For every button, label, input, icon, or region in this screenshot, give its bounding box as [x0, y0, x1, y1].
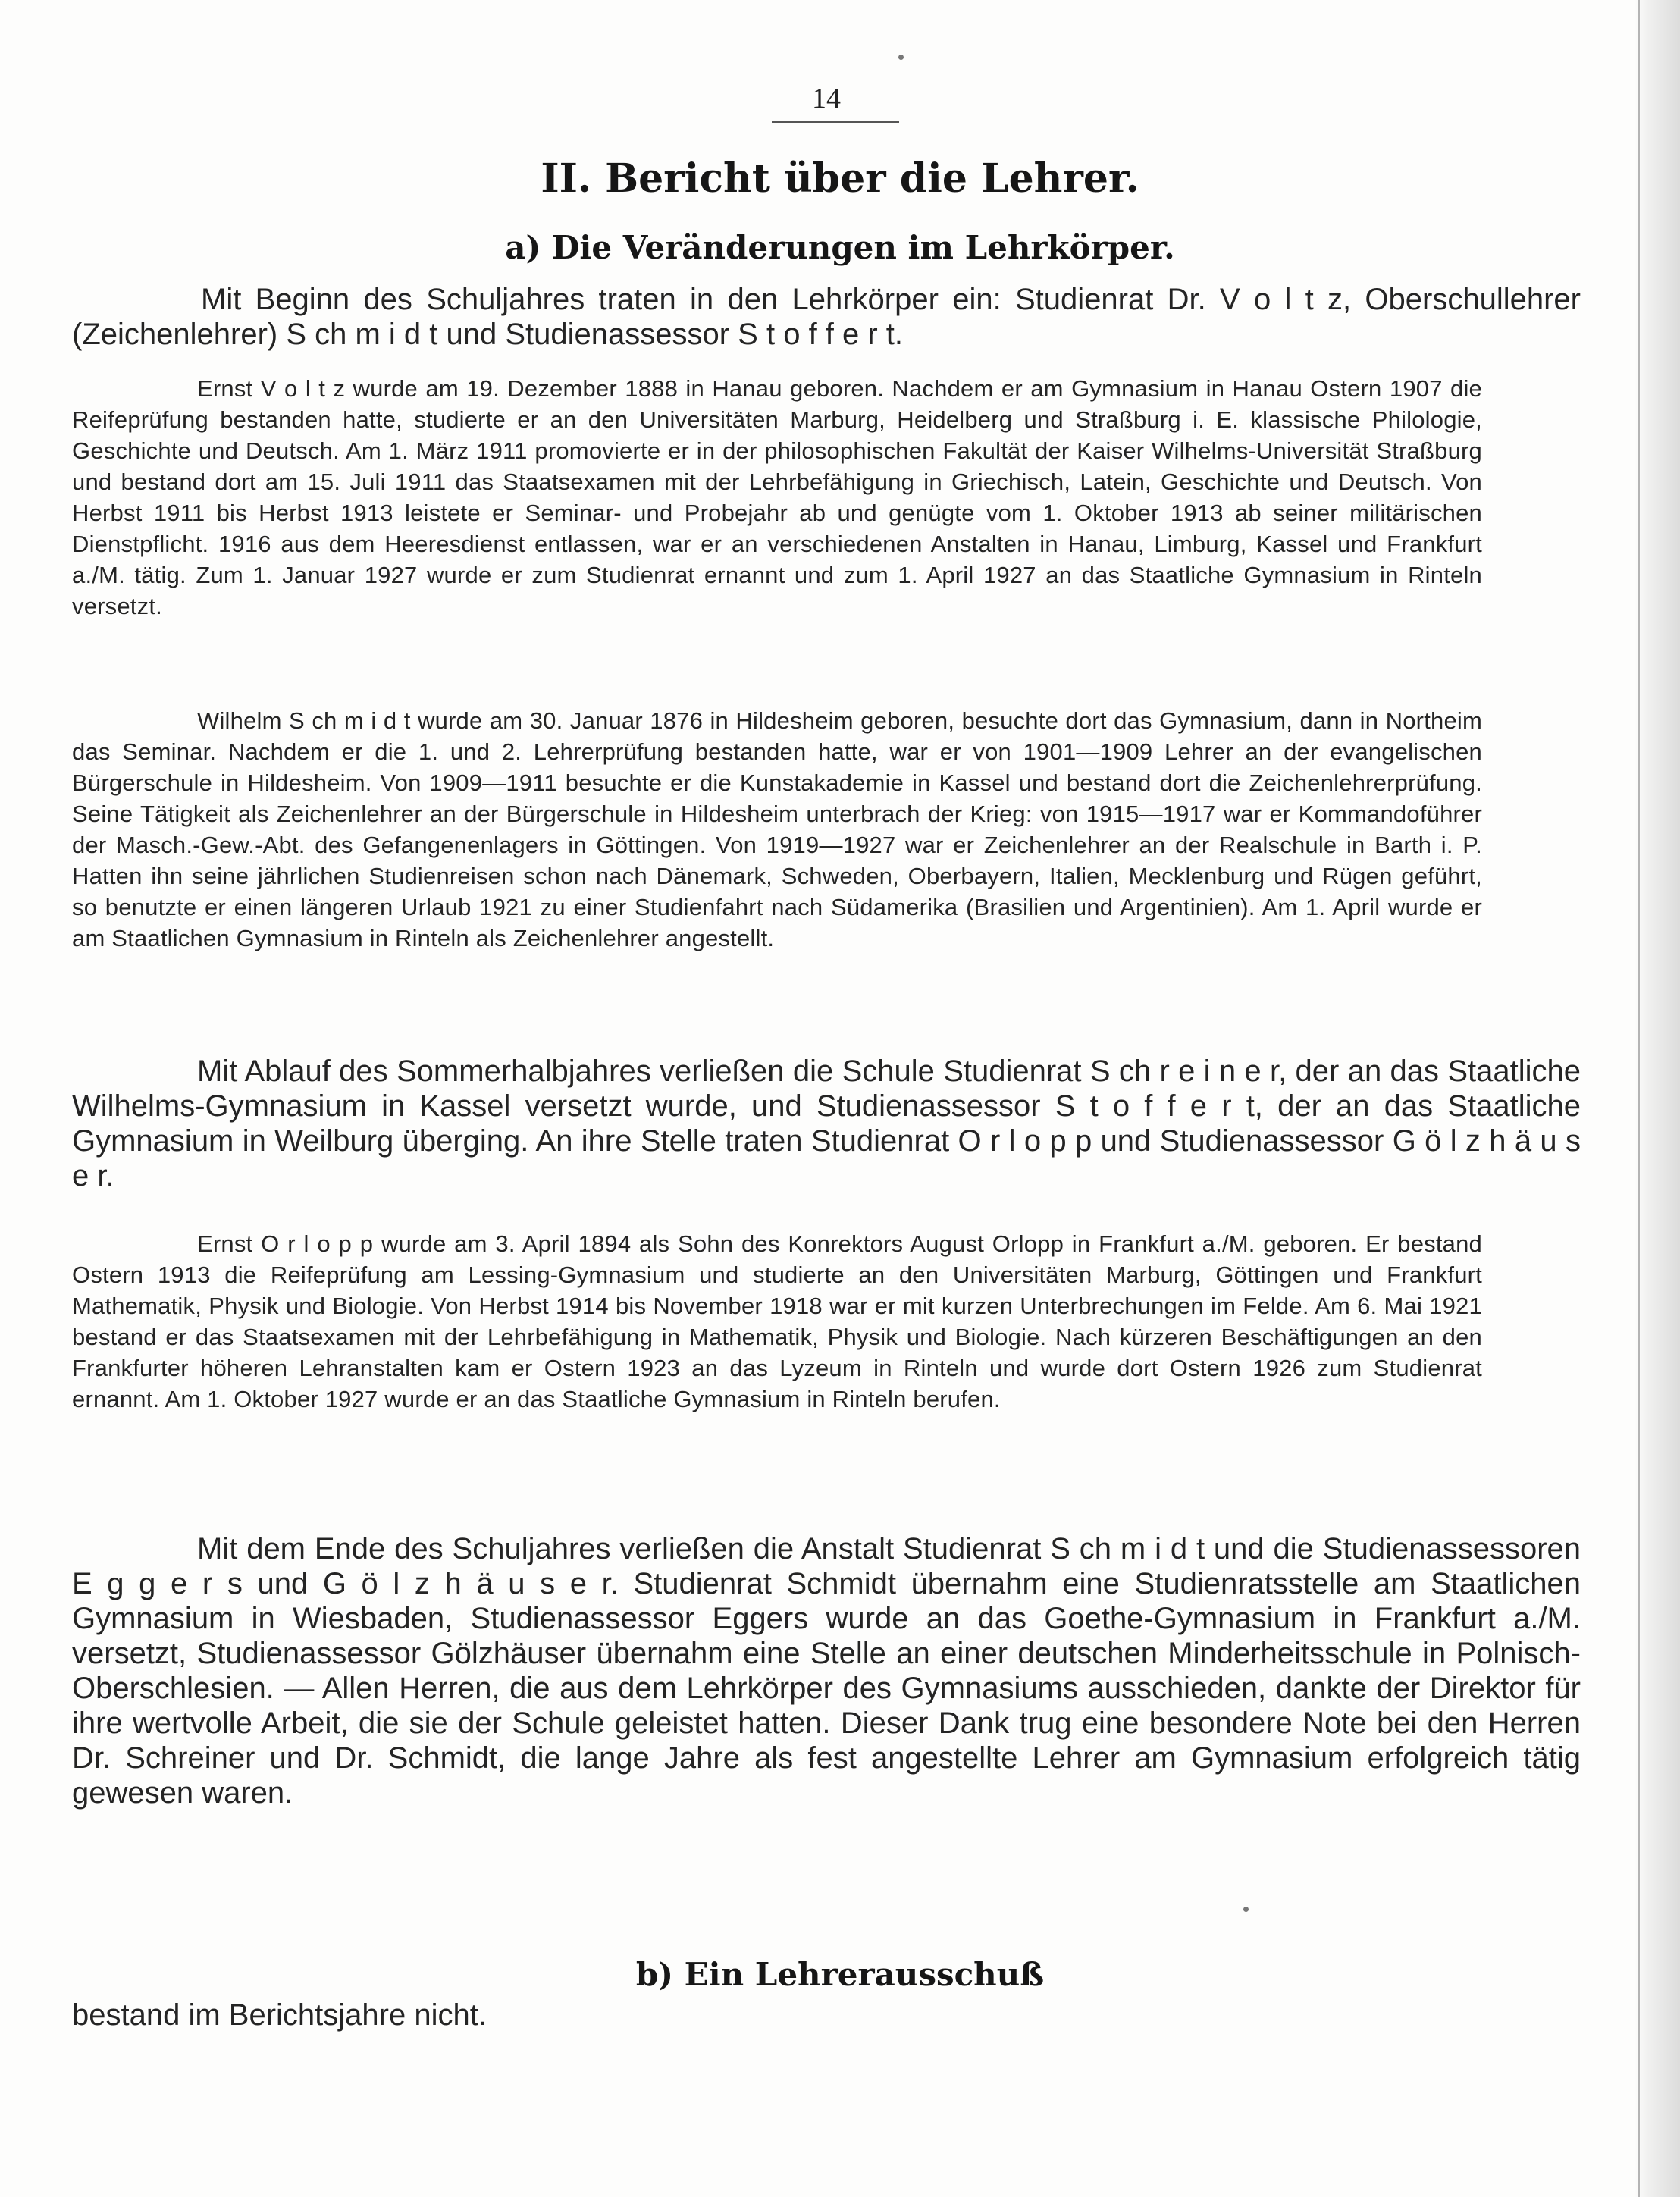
paragraph-year-end-departures: Mit dem Ende des Schuljahres verließen die Anstalt Studienrat S ch m i d t und die Studienassessoren E g g e r s und G ö l z h ä u s e r. Studienrat Schmidt übernahm eine Studienratsstelle am Staatlichen Gymnasium in Wiesbaden, Studienassessor Eggers wurde an das Goethe-Gymnasium in Frankfurt a./M. versetzt, Studienassessor Gölzhäuser übernahm eine Stelle an einer deutschen Minderheitsschule in Polnisch-Oberschlesien. — Allen Herren, die aus dem Lehrkörper des Gymnasiums ausschieden, dankte der Direktor für ihre wertvolle Arbeit, die sie der Schule geleistet hatten. Dieser Dank trug eine besondere Note bei den Herren Dr. Schreiner und Dr. Schmidt, die lange Jahre als fest angestellte Lehrer am Gymnasium erfolgreich tätig gewesen waren. — [72, 1532, 1581, 1810]
scan-speck — [1243, 1907, 1249, 1912]
paragraph-orlopp-bio: Ernst O r l o p p wurde am 3. April 1894 als Sohn des Konrektors August Orlopp in Frankfurt a./M. geboren. Er bestand Ostern 1913 die Reifeprüfung am Lessing-Gymnasium und studierte an den Universitäten Marburg, Göttingen und Frankfurt Mathematik, Physik und Biologie. Von Herbst 1914 bis November 1918 war er mit kurzen Unterbrechungen im Felde. Am 6. Mai 1921 bestand er das Staatsexamen mit der Lehrbefähigung in Mathematik, Physik und Biologie. Nach kürzeren Beschäftigungen an den Frankfurter höheren Lehranstalten kam er Ostern 1923 an das Lyzeum in Rinteln und wurde dort Ostern 1926 zum Studienrat ernannt. Am 1. Oktober 1927 wurde er an das Staatliche Gymnasium in Rinteln berufen. — [72, 1230, 1482, 1412]
main-heading: II. Bericht über die Lehrer. — [541, 155, 1139, 202]
paragraph-schmidt-bio: Wilhelm S ch m i d t wurde am 30. Januar 1876 in Hildesheim geboren, besuchte dort das Gymnasium, dann in Northeim das Seminar. Nachdem er die 1. und 2. Lehrerprüfung bestanden hatte, war er von 1901—1909 Lehrer an der evangelischen Bürgerschule in Hildesheim. Von 1909—1911 besuchte er die Kunstakademie in Kassel und bestand dort die Zeichenlehrerprüfung. Seine Tätigkeit als Zeichenlehrer an der Bürgerschule in Hildesheim unterbrach der Krieg: von 1915—1917 war er Kommandoführer der Masch.-Gew.-Abt. des Gefangenenlagers in Göttingen. Von 1919—1927 war er Zeichenlehrer an der Realschule in Barth i. P. Hatten ihn seine jährlichen Studienreisen schon nach Dänemark, Schweden, Oberbayern, Italien, Mecklenburg und Rügen geführt, so benutzte er einen längeren Urlaub 1921 zu einer Studienfahrt nach Südamerika (Brasilien und Argentinien). Am 1. April wurde er am Staatlichen Gymnasium in Rinteln als Zeichenlehrer angestellt. — [72, 707, 1482, 951]
page-number-rule — [772, 121, 899, 123]
paragraph-voltz-bio: Ernst V o l t z wurde am 19. Dezember 1888 in Hanau geboren. Nachdem er am Gymnasium in Hanau Ostern 1907 die Reifeprüfung bestanden hatte, studierte er an den Universitäten Marburg, Heidelberg und Straßburg i. E. klassische Philologie, Geschichte und Deutsch. Am 1. März 1911 promovierte er in der philosophischen Fakultät der Kaiser Wilhelms-Universität Straßburg und bestand dort am 15. Juli 1911 das Staatsexamen mit der Lehrbefähigung in Griechisch, Latein, Geschichte und Deutsch. Von Herbst 1911 bis Herbst 1913 leistete er Seminar- und Probejahr ab und genügte vom 1. Oktober 1913 ab seiner militärischen Dienstpflicht. 1916 aus dem Heeresdienst entlassen, war er an verschiedenen Anstalten in Hanau, Limburg, Kassel und Frankfurt a./M. tätig. Zum 1. Januar 1927 wurde er zum Studienrat ernannt und zum 1. April 1927 an das Staatliche Gymnasium in Rinteln versetzt. — [72, 375, 1482, 619]
scan-speck — [898, 55, 904, 60]
page-number: 14 — [812, 83, 841, 114]
paragraph-new-teachers: Mit Beginn des Schuljahres traten in den Lehrkörper ein: Studienrat Dr. V o l t z, Oberschullehrer (Zeichenlehrer) S ch m i d t und Studienassessor S t o f f e r t. — [72, 283, 1581, 351]
page-edge-line — [1638, 0, 1640, 2197]
paragraph-summer-departures: Mit Ablauf des Sommerhalbjahres verließen die Schule Studienrat S ch r e i n e r, der an das Staatliche Wilhelms-Gymnasium in Kassel versetzt wurde, und Studienassessor S t o f f e r t, der an das Staatliche Gymnasium in Weilburg überging. An ihre Stelle traten Studienrat O r l o p p und Studienassessor G ö l z h ä u s e r. — [72, 1055, 1581, 1193]
paragraph-committee: bestand im Berichtsjahre nicht. — [72, 1998, 487, 2032]
page-edge-shadow — [1635, 0, 1680, 2197]
section-b-heading: b) Ein Lehrerausschuß — [635, 1956, 1045, 1993]
section-a-heading: a) Die Veränderungen im Lehrkörper. — [505, 229, 1175, 266]
